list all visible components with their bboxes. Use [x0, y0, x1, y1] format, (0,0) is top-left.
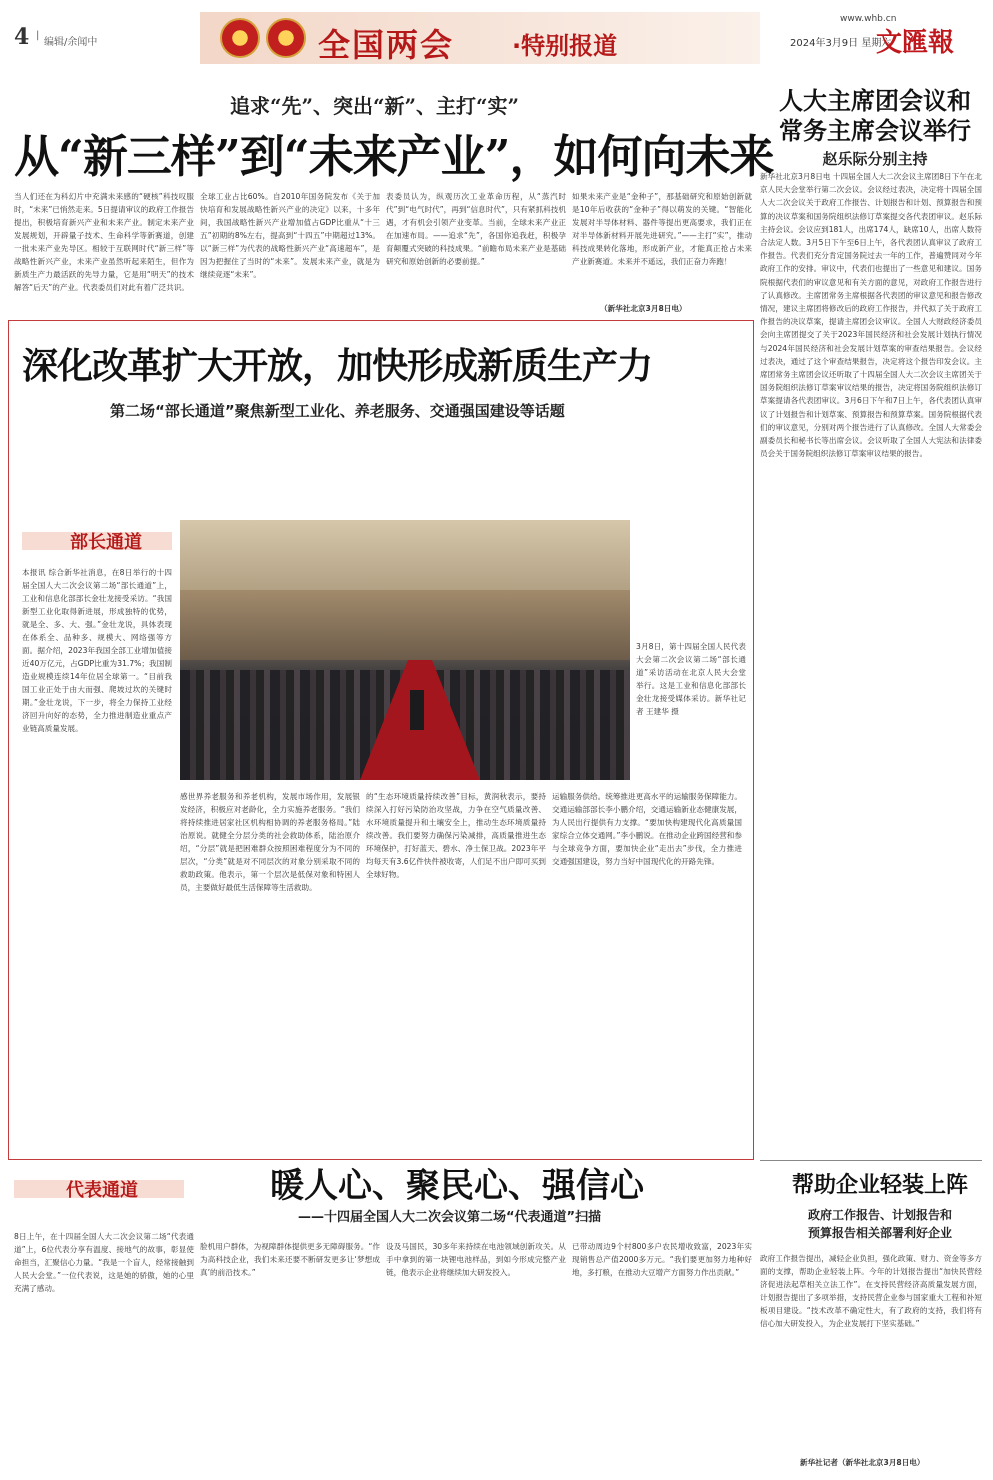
right-bottom-headline: 帮助企业轻装上阵 [791, 1172, 968, 1198]
right-bottom-subhead-line1: 政府工作报告、计划报告和 [807, 1208, 952, 1222]
photo-caption: 3月8日，第十四届全国人民代表大会第二次会议第二场“部长通道”采访活动在北京人民大会堂举行。这是工业和信息化部部长金壮龙接受媒体采访。新华社记者 王建华 摄 [636, 642, 746, 716]
section-subtitle: ·特别报道 [512, 32, 618, 60]
website-url[interactable]: www.whb.cn [840, 14, 897, 24]
article3-column-4: 已带动周边9个村800多户农民增收致富，2023年实现销售总产值2000多万元。“我们要更加努力地种好地，多打粮，在推动大豆增产方面努力作出贡献。” [572, 1242, 752, 1277]
minister-channel-tag [22, 520, 172, 560]
article3-column-2: 脸机用户群体，为视障群体提供更多无障碍服务。“作为高科技企业，我们未来还要不断研发更多让‘梦想成真’的前沿技术。” [200, 1242, 380, 1277]
article2-column-3: 的“生态环境质量持续改善”目标，黄润秋表示，要持续深入打好污染防治攻坚战，力争在空气质量改善、水环境质量提升和土壤安全上，推动生态环境质量持续改善。我们要努力确保污染减排，高质量推进生态环境保护，打好蓝天、碧水、净土保卫战。2023年平均每天有3.6亿件快件被收寄，人们足不出户即可买到全球好物。 [366, 792, 546, 879]
page-separator: | [36, 30, 40, 41]
article1-column-1: 当人们还在为科幻片中充满未来感的“硬核”科技叹服时，“未来”已悄然走来。5日提请审议的政府工作报告提出，积极培育新兴产业和未来产业。制定未来产业发展规划，开辟量子技术、生命科学等新赛道，创建一批未来产业先导区。相较于互联网时代“新三样”等战略性新兴产业，未来产业虽然听起来陌生，但作为新质生产力最活跃的先导力量，它是用“明天”的技术解答“后天”的产业。代表委员们对此有着广泛共识。 [14, 192, 194, 292]
article3-column-1: 8日上午，在十四届全国人大二次会议第二场“代表通道”上，6位代表分享有温度、接地气的故事，彰显使命担当，汇聚信心力量。“我是一个盲人，经常接触到人民大会堂。”一位代表说，这是她的骄傲，她的心里充满了感动。 [14, 1232, 194, 1293]
article3-subhead: ——十四届全国人大二次会议第二场“代表通道”扫描 [298, 1210, 602, 1225]
press-photo [180, 520, 630, 780]
article2-column-1: 本报讯 综合新华社消息，在8日举行的十四届全国人大二次会议第二场“部长通道”上，工业和信息化部部长金壮龙接受采访。“我国新型工业化取得新进展，形成独特的优势，就是全、多、大、强。”金壮龙说，具体表现在体系全、品种多、规模大、网络强等方面。据介绍，2023年我国全部工业增加值接近40万亿元，占GDP比重为31.7%；我国制造业规模连续14年位居全球第一。“目前我国工业正处于由大而强、爬坡过坎的关键时期。”金壮龙说，下一步，将全力保持工业经济回升向好的态势，全力推进制造业重点产业链高质量发展。 [22, 568, 172, 733]
right-bottom-body: 政府工作报告提出，减轻企业负担，强化政策、财力、资金等多方面的支撑，帮助企业轻装上阵。今年的计划报告提出“加快民营经济促进法起草相关立法工作”。在支持民营经济高质量发展方面，计划报告提出了多项举措，支持民营企业参与国家重大工程和补短板项目建设。“技术改革不确定性大，有了政府的支持，我们将有信心加大研发投入，为企业发展打下坚实基础。” [760, 1254, 982, 1328]
masthead [0, 0, 993, 70]
right-bottom-byline: 新华社记者（新华社北京3月8日电） [800, 1458, 925, 1467]
article2-column-2: 感世界养老服务和养老机构，发展市场作用，发展银发经济，积极应对老龄化，全力实施养老服务。“我们将持续推进居家社区机构相协调的养老服务格局。”陆治原说。就健全分层分类的社会救助体系，陆治原介绍，“分层”就是把困难群众按照困难程度分为不同的层次，“分类”就是对不同层次的对象分别采取不同的救助政策。他表示，第一个层次是低保对象和特困人员，主要做好最低生活保障等生活救助。 [180, 792, 360, 892]
article2-headline: 深化改革扩大开放，加快形成新质生产力 [22, 345, 653, 387]
divider [760, 1160, 982, 1161]
right-top-body: 新华社北京3月8日电 十四届全国人大二次会议主席团8日下午在北京人民大会堂举行第二次会议。会议经过表决，决定将十四届全国人大二次会议关于政府工作报告、计划报告和计划、预算报告和预算的决议草案和国务院组织法修订草案提交各代表团审议。赵乐际主持会议。会议应到181人，出席174人，缺席10人，出席人数符合法定人数。3月5日下午至6日上午，各代表团认真审议了政府工作报告。代表们充分肯定国务院过去一年的工作，普遍赞同对今年政府工作的安排。审议中，代表们也提出了一些意见和建议。国务院根据代表们的审议意见和有关方面的意见，对政府工作报告进行了认真修改。主席团常务主席根据各代表团的审议意见和报告修改情况，建议主席团将修改后的政府工作报告，并代拟了关于政府工作报告的决议草案，提请主席团会议审议。全国人大财政经济委员会向主席团提交了关于2023年国民经济和社会发展计划执行情况与2024年国民经济和社会发展计划草案的审查结果报告。会议经过表决，通过了这个审查结果报告，决定将这个报告印发会议。主席团常务主席团会议还听取了十四届全国人大二次会议主席团关于国务院组织法修订草案审议结果的报告，决定将国务院组织法修订草案提请各代表团审议。3月6日下午和7日上午，各代表团认真审议了计划报告和计划草案、预算报告和预算草案。国务院根据代表们的审议意见，分别对两个报告进行了认真修改。全国人大常委会副委员长和秘书长等出席会议。会议听取了全国人大宪法和法律委员会关于国务院组织法修订草案审议结果的报告。 [760, 172, 982, 459]
article1-headline: 从“新三样”到“未来产业”，如何向未来 [14, 130, 774, 183]
right-top-headline [770, 86, 980, 146]
page-number: 4 [14, 24, 30, 50]
issue-date: 2024年3月9日 星期六 [790, 38, 892, 49]
right-top-headline-line2: 常务主席会议举行 [779, 116, 971, 145]
photo-speaker [410, 690, 424, 730]
deputy-channel-tag [14, 1168, 184, 1208]
photo-wall [180, 590, 630, 660]
editor-label: 编辑/余闻中 [44, 37, 98, 48]
tag-label: 代表通道 [66, 1180, 138, 1201]
article1-byline: （新华社北京3月8日电） [600, 304, 687, 313]
article1-kicker: 追求“先”、突出“新”、主打“实” [230, 94, 520, 118]
article1-column-4: 如果未来产业是“金种子”，那基础研究和原始创新就是10年后收获的“金种子”得以萌发的关键。“智能化发展对半导体材料、器件等提出更高要求，我们正在对半导体新材料开展先进研究。”——主打“实”，推动科技成果转化落地，形成新产业，才能真正抢占未来产业新赛道。未来并不遥远，我们正奋力奔跑！ [572, 192, 752, 266]
article2-subhead: 第二场“部长通道”聚焦新型工业化、养老服务、交通强国建设等话题 [110, 402, 565, 420]
article1-column-3: 表委员认为，纵观历次工业革命历程，从“蒸汽时代”到“电气时代”，再到“信息时代”，只有紧抓科技机遇，才有机会引领产业变革。当前，全球未来产业正在加速布局。——追求“先”，各国你追我赶，积极孕育颠覆式突破的科技成果。“前瞻布局未来产业是基础研究和原始创新的必要前提。” [386, 192, 566, 266]
right-top-headline-line1: 人大主席团会议和 [779, 86, 971, 115]
article1-column-2: 全球工业占比60%。自2010年国务院发布《关于加快培育和发展战略性新兴产业的决定》以来，十多年间，我国战略性新兴产业增加值占GDP比重从“十三五”初期的8%左右，提高到“十四五”中期超过13%。以“新三样”为代表的战略性新兴产业“高速超车”，是因为把握住了当时的“未来”。发展未来产业，就是为继续竞逐“未来”。 [200, 192, 380, 279]
article3-column-3: 设及马国民，30多年来持续在电池领域创新攻关。从手中拿到的第一块锂电池样品，到如今形成完整产业链，他表示企业将继续加大研发投入。 [386, 1242, 566, 1277]
section-title: 全国两会 [318, 26, 455, 64]
article2-column-4: 运输服务供给。统筹推进更高水平的运输服务保障能力。交通运输部部长李小鹏介绍，交通运输新业态健康发展，为人民出行提供有力支撑。“要加快构建现代化高质量国家综合立体交通网。”李小鹏说。在推动企业跨国经营和参与全球竞争方面，要加快企业“走出去”步伐，全力推进交通强国建设，努力当好中国现代化的开路先锋。 [552, 792, 742, 866]
article3-headline: 暖人心、聚民心、强信心 [270, 1166, 644, 1206]
right-bottom-subhead-line2: 预算报告相关部署利好企业 [807, 1226, 952, 1240]
tag-label: 部长通道 [70, 532, 142, 553]
paper-logo: 文匯報 [876, 28, 955, 58]
national-emblem-icon [220, 18, 260, 58]
party-emblem-icon [266, 18, 306, 58]
section-banner [200, 12, 760, 64]
right-top-subhead: 赵乐际分别主持 [822, 150, 928, 168]
photo-ceiling [180, 520, 630, 590]
right-bottom-subhead [770, 1206, 990, 1242]
